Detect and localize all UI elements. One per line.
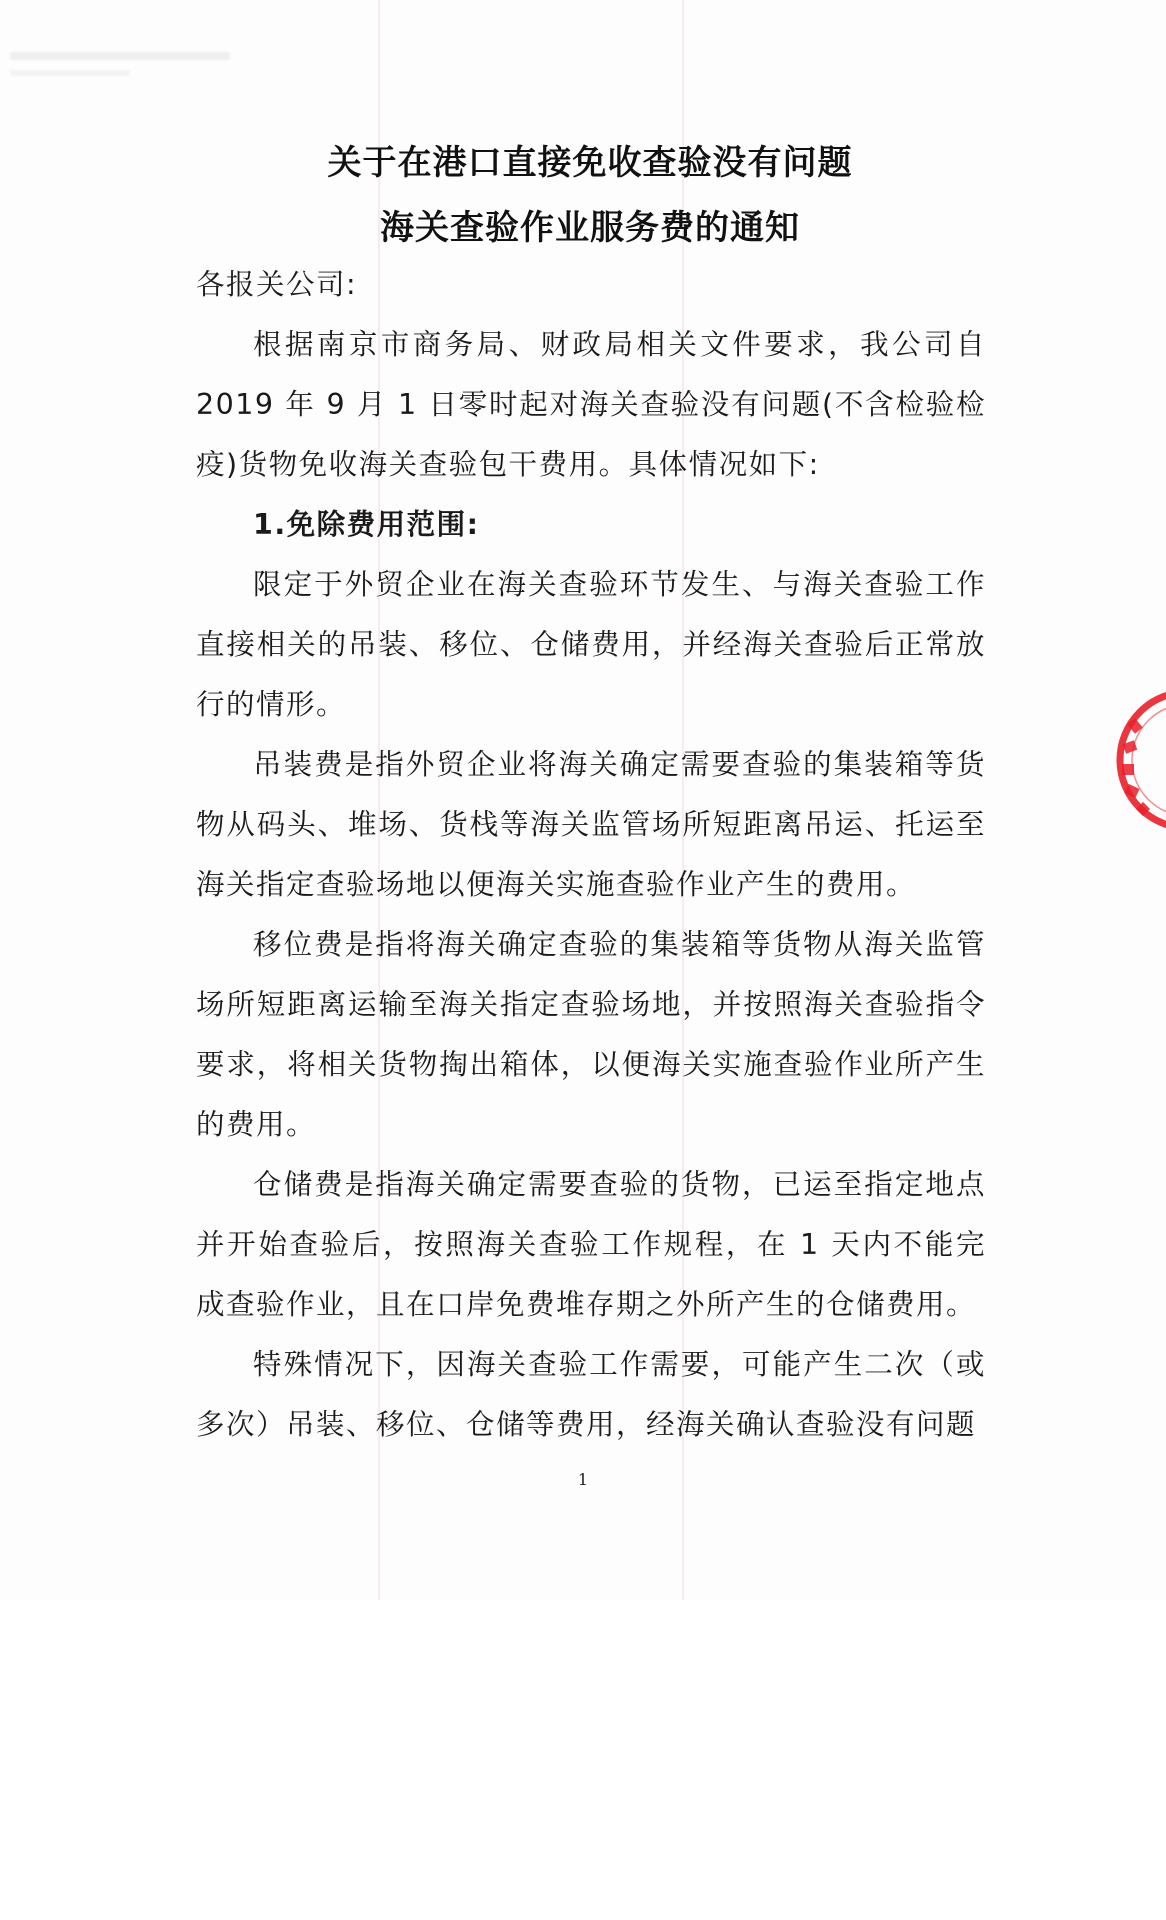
paragraph-lifting-fee: 吊装费是指外贸企业将海关确定需要查验的集装箱等货物从码头、堆场、货栈等海关监管场所短距离吊运、托运至海关指定查验场地以便海关实施查验作业产生的费用。 [196,748,986,901]
paragraph-scope: 限定于外贸企业在海关查验环节发生、与海关查验工作直接相关的吊装、移位、仓储费用，并经海关查验后正常放行的情形。 [196,568,986,721]
paragraph-intro: 根据南京市商务局、财政局相关文件要求，我公司自 2019 年 9 月 1 日零时起对海关查验没有问题(不含检验检疫)货物免收海关查验包干费用。具体情况如下: [196,328,986,481]
section-heading-scope: 1.免除费用范围: [253,508,480,541]
paragraph-storage-fee: 仓储费是指海关确定需要查验的货物，已运至指定地点并开始查验后，按照海关查验工作规程，在 1 天内不能完成查验作业，且在口岸免费堆存期之外所产生的仓储费用。 [196,1168,986,1321]
paragraph-relocation-fee: 移位费是指将海关确定查验的集装箱等货物从海关监管场所短距离运输至海关指定查验场地，并按照海关查验指令要求，将相关货物掏出箱体，以便海关实施查验作业所产生的费用。 [196,928,986,1141]
document-body [196,255,986,1455]
official-seal-icon [1108,680,1166,840]
salutation: 各报关公司: [196,268,358,301]
paragraph-special-cases: 特殊情况下，因海关查验工作需要，可能产生二次（或多次）吊装、移位、仓储等费用，经海关确认查验没有问题 [196,1348,986,1441]
page-number: 1 [577,1470,589,1489]
faded-header-mark [10,40,250,90]
document-title-line-2: 海关查验作业服务费的通知 [380,208,800,248]
document-title-line-1: 关于在港口直接免收查验没有问题 [327,143,853,183]
